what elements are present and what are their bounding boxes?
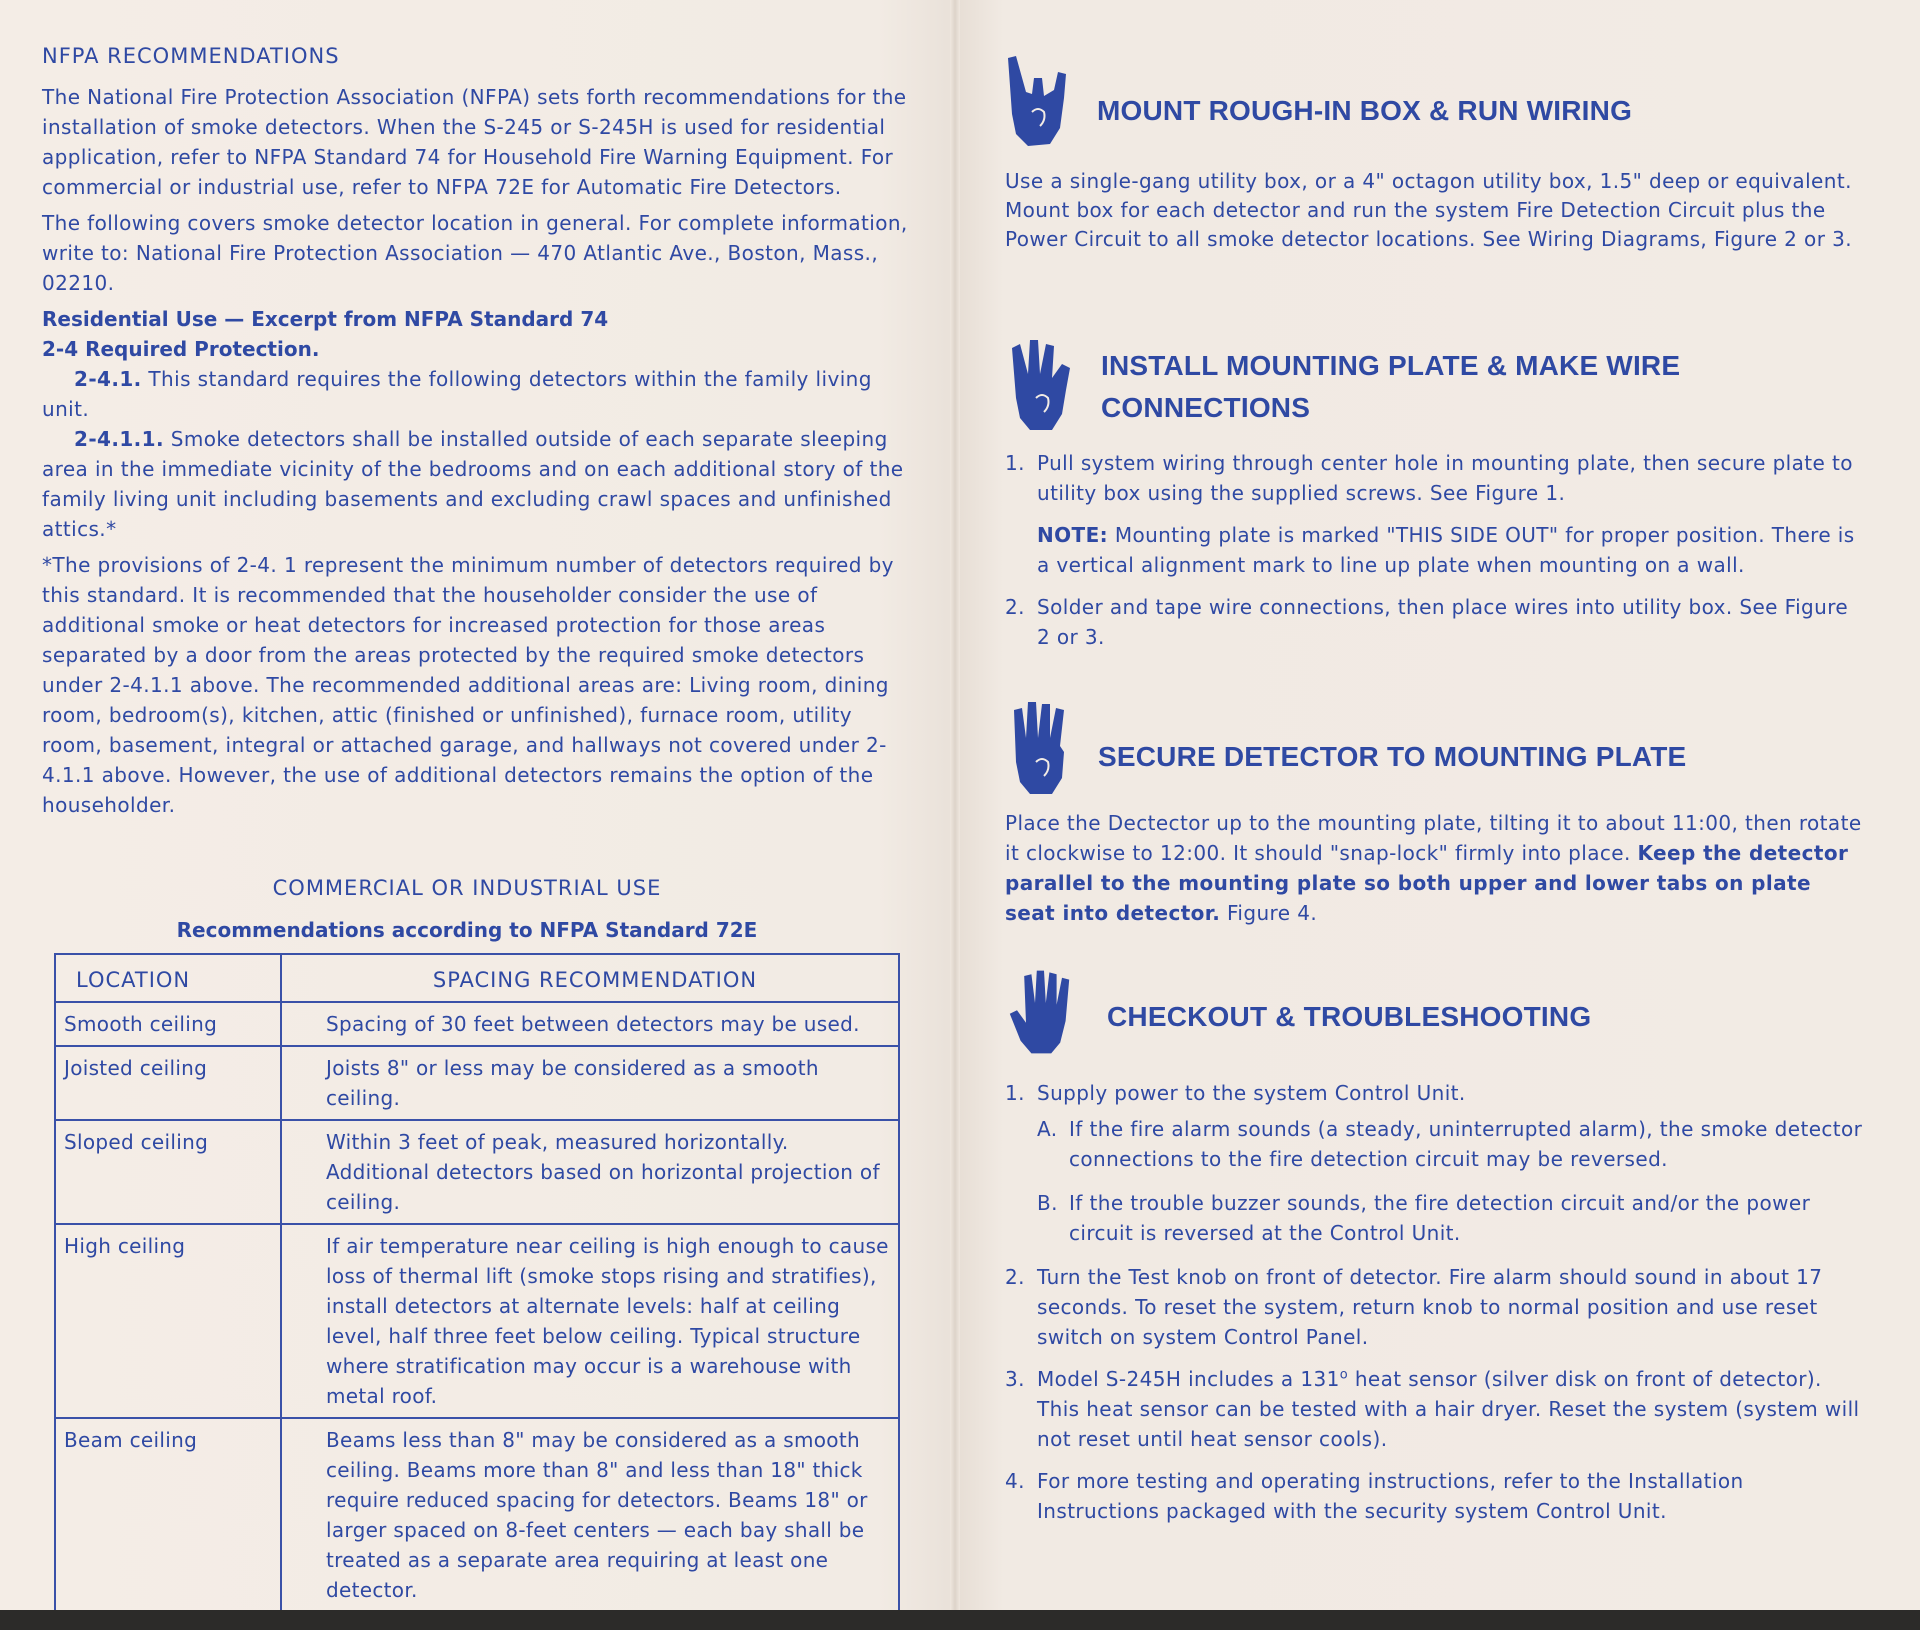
intro-paragraph-2: The following covers smoke detector location in general. For complete information, write to: National Fire Protection Association — 470 Atlantic Ave., Boston, Mass., 02210. <box>42 211 908 295</box>
table-row <box>55 1002 899 1046</box>
hand-one-finger-icon <box>1002 50 1074 150</box>
sub-item-b <box>1005 1188 1865 1248</box>
step2-title-line1: INSTALL MOUNTING PLATE & MAKE WIRE <box>1101 350 1681 381</box>
location-cell: Joisted ceiling <box>55 1046 281 1120</box>
residential-heading: Residential Use — Excerpt from NFPA Standard 74 <box>42 307 609 331</box>
list-item-number: 1. <box>1005 1081 1025 1105</box>
footnote: *The provisions of 2-4. 1 represent the minimum number of detectors required by this standard. It is recommended that the householder consider the use of additional smoke or heat detectors for increased protection for those areas separated by a door from the areas protected by the required smoke detectors under 2-4.1.1 above. The recommended additional areas are: Living room, dining room, bedroom(s), kitchen, attic (finished or unfinished), furnace room, utility room, basement, integral or attached garage, and hallways not covered under 2-4.1.1 above. However, the use of additional detectors remains the option of the householder. <box>42 553 894 817</box>
step3-text <box>1005 808 1865 928</box>
nfpa-section <box>42 44 912 826</box>
spacing-cell: Joists 8" or less may be considered as a smooth ceiling. <box>281 1046 899 1120</box>
list-item <box>1005 1364 1865 1454</box>
list-item-text: For more testing and operating instructions, refer to the Installation Instructions packaged with the security system Control Unit. <box>1037 1469 1744 1523</box>
step2-title-line2: CONNECTIONS <box>1101 392 1311 423</box>
sub-item-letter: A. <box>1037 1117 1058 1141</box>
step2-title <box>1101 345 1680 429</box>
list-item-text: Pull system wiring through center hole in mounting plate, then secure plate to utility box using the supplied screws. See Figure 1. <box>1037 451 1853 505</box>
location-cell: Beam ceiling <box>55 1418 281 1612</box>
step2-list <box>1005 448 1865 508</box>
hand-four-fingers-icon <box>1008 962 1080 1062</box>
location-cell: Smooth ceiling <box>55 1002 281 1046</box>
column-header-location: LOCATION <box>55 954 281 1002</box>
step1-title: MOUNT ROUGH-IN BOX & RUN WIRING <box>1097 95 1633 126</box>
list-item-text-start: Model S-245H includes a 131 <box>1037 1367 1340 1391</box>
page-fold <box>950 0 960 1610</box>
section-2-4-1-number: 2-4.1. <box>74 367 142 391</box>
table-row <box>55 1224 899 1418</box>
section-2-4-1 <box>42 364 912 424</box>
sub-item-text: If the trouble buzzer sounds, the fire detection circuit and/or the power circuit is reversed at the Control Unit. <box>1069 1191 1811 1245</box>
section-2-4-1-1 <box>42 424 912 544</box>
commercial-subheading: Recommendations according to NFPA Standard 72E <box>176 918 758 942</box>
step3-title: SECURE DETECTOR TO MOUNTING PLATE <box>1098 741 1687 772</box>
step3-text-bold: Keep the detector parallel to the mounting plate so both upper and lower tabs on plate seat into detector. <box>1005 841 1849 925</box>
section-2-4-1-text: This standard requires the following detectors within the family living unit. <box>42 367 872 421</box>
list-item-number: 4. <box>1005 1469 1025 1493</box>
list-item-number: 3. <box>1005 1367 1025 1391</box>
step1-section <box>1005 167 1865 254</box>
step1-text: Use a single-gang utility box, or a 4" octagon utility box, 1.5" deep or equivalent. Mount box for each detector and run the system Fire Detection Circuit plus the Power Circuit to all smoke detector locations. See Wiring Diagrams, Figure 2 or 3. <box>1005 169 1852 251</box>
commercial-heading: COMMERCIAL OR INDUSTRIAL USE <box>272 876 662 900</box>
location-cell: Sloped ceiling <box>55 1120 281 1224</box>
list-item <box>1005 1466 1865 1526</box>
step3-text-start: Place the Dectector up to the mounting plate, tilting it to about 11:00, then rotate it clockwise to 12:00. It should "snap-lock" firmly into place. <box>1005 811 1862 865</box>
note-label: NOTE: <box>1037 523 1109 547</box>
list-item-number: 1. <box>1005 451 1025 475</box>
degree-mark: o <box>1339 1367 1349 1383</box>
required-protection-heading: 2-4 Required Protection. <box>42 337 320 361</box>
step4-list-continued <box>1005 1262 1865 1526</box>
location-cell: High ceiling <box>55 1224 281 1418</box>
table-row <box>55 1418 899 1612</box>
list-item-text: Turn the Test knob on front of detector. Fire alarm should sound in about 17 seconds. To reset the system, return knob to normal position and use reset switch on system Control Panel. <box>1037 1265 1823 1349</box>
note-text: Mounting plate is marked "THIS SIDE OUT" for proper position. There is a vertical alignment mark to line up plate when mounting on a wall. <box>1037 523 1855 577</box>
spacing-cell: Within 3 feet of peak, measured horizontally. Additional detectors based on horizontal projection of ceiling. <box>281 1120 899 1224</box>
step3-text-end: Figure 4. <box>1226 901 1318 925</box>
list-item-number: 2. <box>1005 595 1025 619</box>
list-item <box>1005 1262 1865 1352</box>
spacing-cell: Spacing of 30 feet between detectors may be used. <box>281 1002 899 1046</box>
hand-three-fingers-icon <box>1006 698 1078 798</box>
list-item-text: Supply power to the system Control Unit. <box>1037 1081 1466 1105</box>
sub-item-text: If the fire alarm sounds (a steady, uninterrupted alarm), the smoke detector connections to the fire detection circuit may be reversed. <box>1069 1117 1863 1171</box>
step2-list-continued <box>1005 592 1865 652</box>
intro-paragraph-1: The National Fire Protection Association (NFPA) sets forth recommendations for the installation of smoke detectors. When the S-245 or S-245H is used for residential application, refer to NFPA Standard 74 for Household Fire Warning Equipment. For commercial or industrial use, refer to NFPA 72E for Automatic Fire Detectors. <box>42 85 907 199</box>
list-item <box>1005 448 1865 508</box>
column-header-spacing: SPACING RECOMMENDATION <box>281 954 899 1002</box>
list-item-text-end: heat sensor (silver disk on front of detector). This heat sensor can be tested with a hair dryer. Reset the system (system will not reset until heat sensor cools). <box>1037 1367 1860 1451</box>
section-2-4-1-1-number: 2-4.1.1. <box>74 427 164 451</box>
hand-two-fingers-icon <box>1006 334 1078 434</box>
step2-note <box>1005 520 1865 580</box>
list-item <box>1005 1078 1865 1108</box>
step4-title: CHECKOUT & TROUBLESHOOTING <box>1107 1001 1592 1032</box>
list-item-text: Solder and tape wire connections, then place wires into utility box. See Figure 2 or 3. <box>1037 595 1849 649</box>
nfpa-heading: NFPA RECOMMENDATIONS <box>42 44 340 68</box>
step4-section <box>1005 1078 1865 1538</box>
table-header-row <box>55 954 899 1002</box>
table-row <box>55 1046 899 1120</box>
step4-list <box>1005 1078 1865 1108</box>
spacing-cell: Beams less than 8" may be considered as a smooth ceiling. Beams more than 8" and less than 18" thick require reduced spacing for detectors. Beams 18" or larger spaced on 8-feet centers — each bay shall be treated as a separate area requiring at least one detector. <box>281 1418 899 1612</box>
section-2-4-1-1-text: Smoke detectors shall be installed outside of each separate sleeping area in the immediate vicinity of the bedrooms and on each additional story of the family living unit including basements and excluding crawl spaces and unfinished attics.* <box>42 427 904 541</box>
spacing-cell: If air temperature near ceiling is high enough to cause loss of thermal lift (smoke stops rising and stratifies), install detectors at alternate levels: half at ceiling level, half three feet below ceiling. Typical structure where stratification may occur is a warehouse with metal roof. <box>281 1224 899 1418</box>
sub-item-a <box>1005 1114 1865 1174</box>
step2-section <box>1005 448 1865 664</box>
list-item-number: 2. <box>1005 1265 1025 1289</box>
scan-bottom-edge <box>0 1610 1920 1630</box>
step3-section <box>1005 808 1865 928</box>
sub-item-letter: B. <box>1037 1191 1058 1215</box>
spacing-table <box>54 953 900 1613</box>
table-row <box>55 1120 899 1224</box>
list-item <box>1005 592 1865 652</box>
